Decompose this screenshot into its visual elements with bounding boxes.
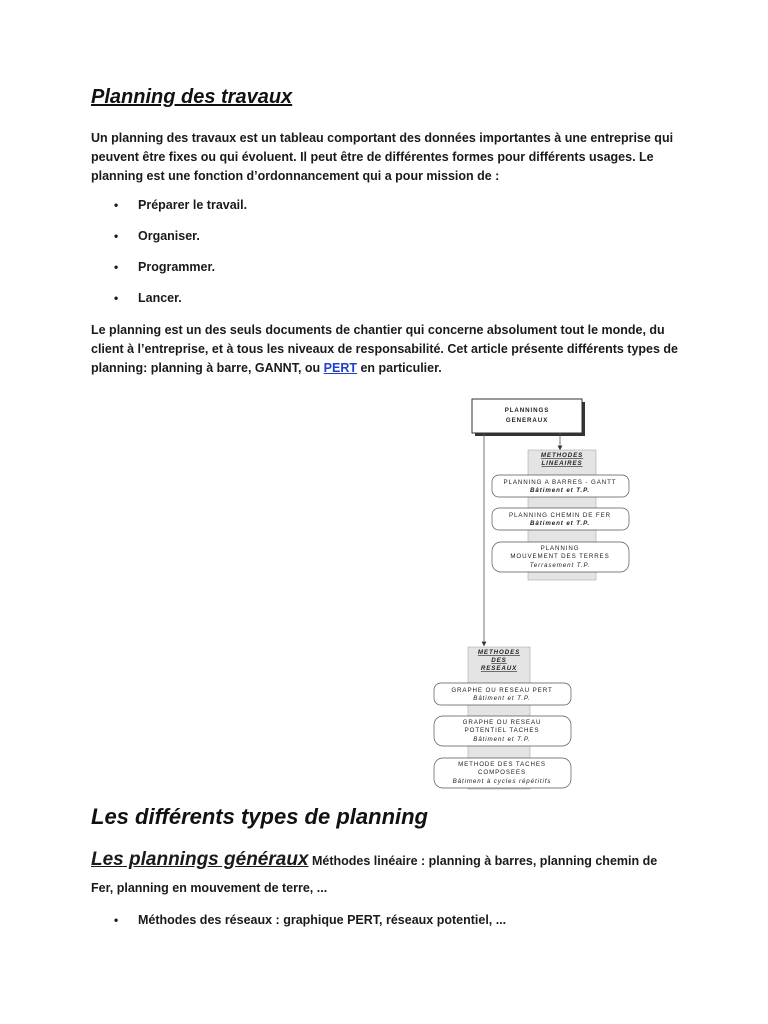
group-reseaux-header-2: DES (491, 657, 507, 664)
group-lineaires-header-2: LINEAIRES (541, 460, 583, 467)
bullet-icon: • (114, 198, 119, 212)
svg-text:Bâtiment et T.P.: Bâtiment et T.P. (473, 736, 531, 743)
list-item: • Méthodes des réseaux : graphique PERT, réseaux potentiel, ... (91, 911, 506, 930)
top-box-line-1: PLANNINGS (504, 407, 550, 414)
plannings-generaux-continuation: Fer, planning en mouvement de terre, ... (91, 881, 328, 895)
list-item: • Préparer le travail. (91, 196, 247, 227)
bullet-icon: • (114, 913, 119, 927)
planning-types-diagram (420, 390, 650, 800)
svg-text:GRAPHE OU RESEAU PERT: GRAPHE OU RESEAU PERT (451, 687, 553, 694)
svg-text:METHODE DES TACHES: METHODE DES TACHES (458, 761, 546, 768)
list-item: • Programmer. (91, 258, 247, 289)
mission-bullet-list (91, 196, 247, 320)
pert-link[interactable]: PERT (323, 361, 357, 375)
svg-text:PLANNING: PLANNING (540, 545, 580, 552)
group-lineaires-header-1: METHODES (540, 452, 584, 459)
section-title-planning-des-travaux: Planning des travaux (91, 86, 293, 108)
svg-text:COMPOSEES: COMPOSEES (478, 769, 526, 776)
svg-text:GRAPHE OU RESEAU: GRAPHE OU RESEAU (462, 719, 542, 726)
svg-text:Bâtiment et T.P.: Bâtiment et T.P. (530, 487, 590, 494)
top-box (472, 399, 582, 433)
bullet-icon: • (114, 291, 119, 305)
group-reseaux-header-1: METHODES (477, 649, 521, 656)
svg-text:POTENTIEL TACHES: POTENTIEL TACHES (464, 727, 540, 734)
section-title-types-de-planning: Les différents types de planning (91, 804, 428, 829)
svg-text:Bâtiment et T.P.: Bâtiment et T.P. (473, 695, 531, 702)
subsection-title-plannings-generaux: Les plannings généraux (91, 849, 309, 870)
intro-paragraph: Un planning des travaux est un tableau comportant des données importantes à une entreprise qui peuvent être fixes ou qui évoluent. Il peut être de différentes formes pour différents usages. Le planning est une fonction d’ordonnancement qui a pour mission de : (91, 131, 674, 183)
group-reseaux-header-3: RESEAUX (480, 665, 518, 672)
svg-text:Bâtiment à cycles répétitifs: Bâtiment à cycles répétitifs (452, 778, 552, 785)
bullet-icon: • (114, 260, 119, 274)
svg-text:Terrasement T.P.: Terrasement T.P. (529, 562, 591, 569)
list-item: • Lancer. (91, 289, 247, 320)
svg-text:PLANNING CHEMIN DE FER: PLANNING CHEMIN DE FER (509, 512, 611, 519)
bullet-icon: • (114, 229, 119, 243)
svg-text:MOUVEMENT DES TERRES: MOUVEMENT DES TERRES (510, 553, 610, 560)
svg-text:Bâtiment et T.P.: Bâtiment et T.P. (530, 520, 590, 527)
svg-text:PLANNING A BARRES - GANTT: PLANNING A BARRES - GANTT (503, 479, 617, 486)
plannings-generaux-line: Les plannings généraux Méthodes linéaire : planning à barres, planning chemin de (91, 849, 658, 870)
reseaux-bullet-list (91, 911, 506, 930)
list-item: • Organiser. (91, 227, 247, 258)
top-box-line-2: GENERAUX (505, 417, 549, 424)
planning-paragraph: Le planning est un des seuls documents de chantier qui concerne absolument tout le monde, du client à l’entreprise, et à tous les niveaux de responsabilité. Cet article présente différents types de planning: planning à barre, GANNT, ou PERT en particulier. (91, 323, 679, 375)
